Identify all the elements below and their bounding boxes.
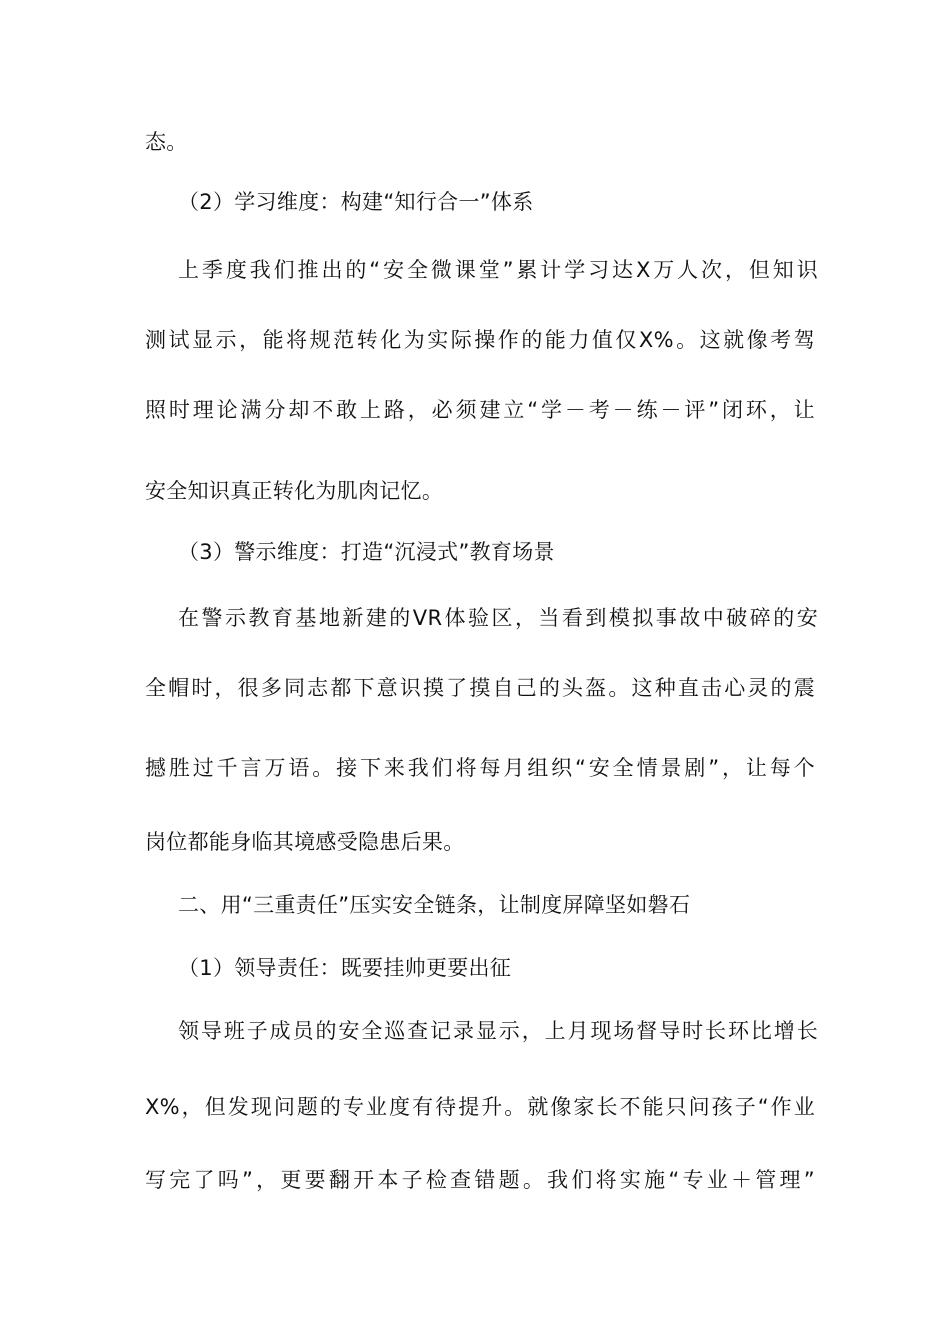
paragraph-line: 照时理论满分却不敢上路，必须建立“学－考－练－评”闭环，让 <box>145 398 815 422</box>
paragraph-line: 写完了吗”，更要翻开本子检查错题。我们将实施“专业＋管理” <box>145 1168 815 1192</box>
paragraph-line: 态。 <box>145 130 188 154</box>
paragraph-line: 安全知识真正转化为肌肉记忆。 <box>145 479 444 503</box>
paragraph-line: 在警示教育基地新建的VR体验区，当看到模拟事故中破碎的安 <box>178 606 818 630</box>
section-heading: （3）警示维度：打造“沉浸式”教育场景 <box>178 540 555 564</box>
paragraph-line: 测试显示，能将规范转化为实际操作的能力值仅X%。这就像考驾 <box>145 328 815 352</box>
paragraph-line: 领导班子成员的安全巡查记录显示，上月现场督导时长环比增长 <box>178 1019 818 1043</box>
paragraph-line: 撼胜过千言万语。接下来我们将每月组织“安全情景剧”，让每个 <box>145 756 815 780</box>
paragraph-line: 岗位都能身临其境感受隐患后果。 <box>145 830 465 854</box>
paragraph-line: 上季度我们推出的“安全微课堂”累计学习达X万人次，但知识 <box>178 258 818 282</box>
section-heading: （1）领导责任：既要挂帅更要出征 <box>178 956 512 980</box>
section-heading: （2）学习维度：构建“知行合一”体系 <box>178 190 534 214</box>
chapter-heading: 二、用“三重责任”压实安全链条，让制度屏障坚如磐石 <box>178 893 691 917</box>
paragraph-line: 全帽时，很多同志都下意识摸了摸自己的头盔。这种直击心灵的震 <box>145 676 815 700</box>
paragraph-line: X%，但发现问题的专业度有待提升。就像家长不能只问孩子“作业 <box>145 1095 815 1119</box>
